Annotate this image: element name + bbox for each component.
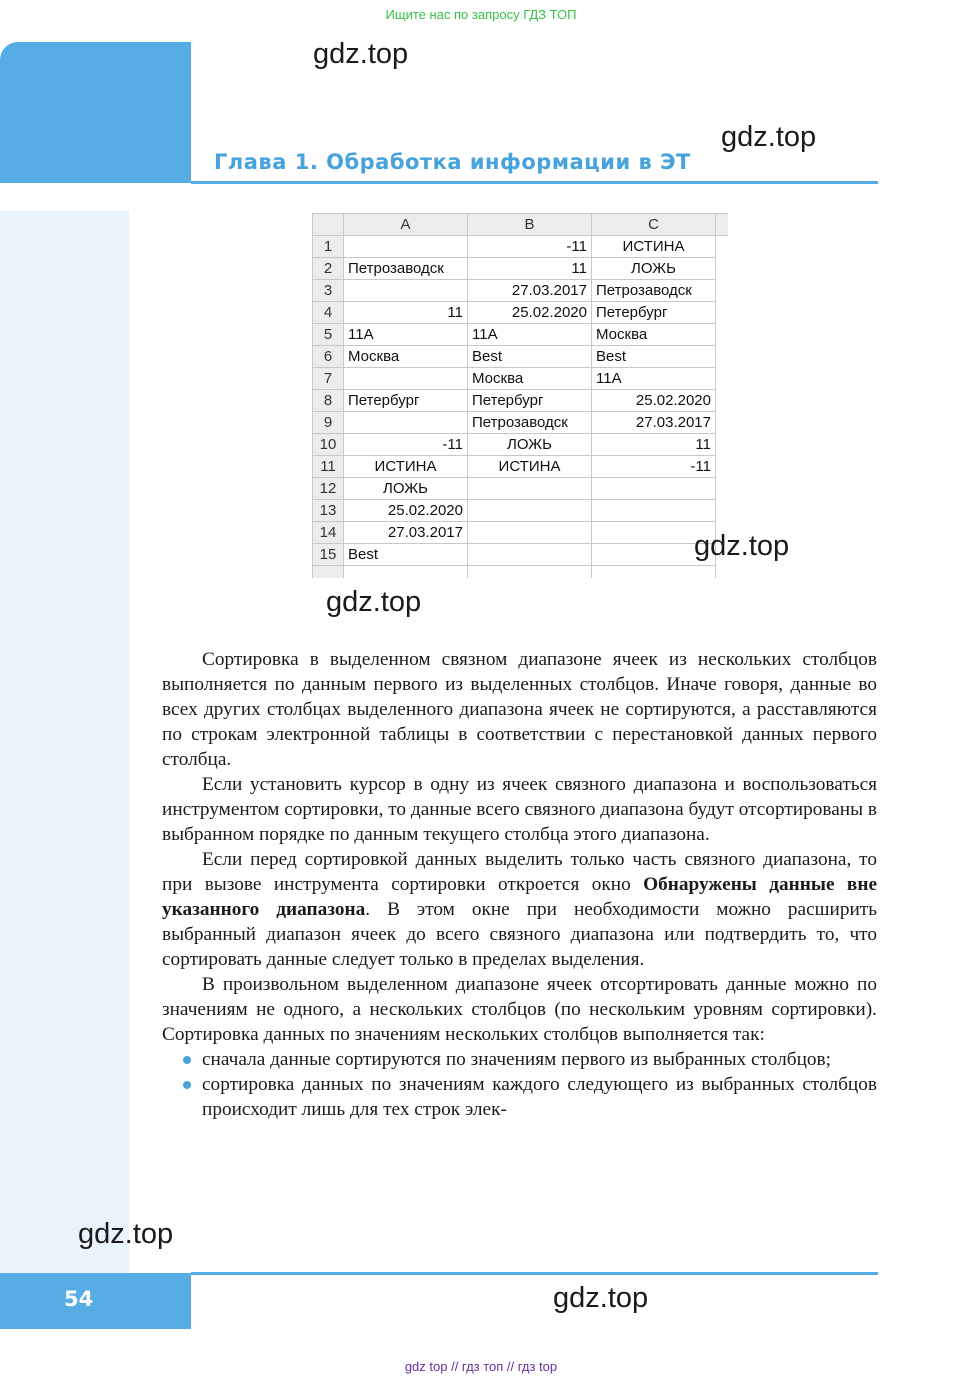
table-row [313, 236, 728, 258]
cell-c: -11 [592, 456, 716, 478]
cell-b: 25.02.2020 [468, 302, 592, 324]
cell-c: 25.02.2020 [592, 390, 716, 412]
bullet-list [162, 1047, 877, 1122]
cell-empty [716, 566, 728, 578]
cell-extra [716, 478, 728, 500]
cell-c: 27.03.2017 [592, 412, 716, 434]
row-number: 14 [313, 522, 344, 544]
table-row [313, 390, 728, 412]
cell-b [468, 522, 592, 544]
table-row [313, 522, 728, 544]
cell-a: 11А [344, 324, 468, 346]
column-header-row [313, 214, 728, 236]
cell-a [344, 368, 468, 390]
watermark: gdz.top [313, 38, 409, 70]
cell-b: Петербург [468, 390, 592, 412]
cell-a: Москва [344, 346, 468, 368]
column-header-c: C [592, 214, 716, 236]
cell-c: Петербург [592, 302, 716, 324]
spreadsheet-table [312, 213, 728, 578]
header-rule [191, 181, 878, 184]
row-number: 11 [313, 456, 344, 478]
cell-a: 11 [344, 302, 468, 324]
cell-c [592, 478, 716, 500]
cell-b [468, 544, 592, 566]
watermark: gdz.top [694, 530, 790, 562]
table-row [313, 478, 728, 500]
left-margin-strip [0, 211, 129, 1273]
cell-a [344, 412, 468, 434]
cell-a [344, 236, 468, 258]
cell-c: Best [592, 346, 716, 368]
paragraph: В произвольном выделенном диапазоне ячеек отсортировать данные можно по значениям не одного, а нескольких столбцов (по нескольким уровням сортировки). Сортировка данных по значениям нескольких столбцов выполняется так: [162, 974, 877, 1045]
row-number: 6 [313, 346, 344, 368]
paragraph: Сортировка в выделенном связном диапазоне ячеек из нескольких столбцов выполняется по данным первого из выделенных столбцов. Иначе говоря, данные во всех других столбцах выделенного диапазона ячеек не сортируются, а расставляются по строкам электронной таблицы в соответствии с перестановкой данных первого столбца. [162, 649, 877, 770]
cell-a: 27.03.2017 [344, 522, 468, 544]
row-number: 2 [313, 258, 344, 280]
list-item: сначала данные сортируются по значениям первого из выбранных столбцов; [162, 1047, 877, 1072]
paragraph: Если перед сортировкой данных выделить только часть связного диапазона, то при вызове инструмента сортировки откроется окно Обнаружены данные вне указанного диапазона. В этом окне при необходимости можно расширить выбранный диапазон ячеек до всего связного диапазона или подтвердить то, что сортировать данные следует только в пределах выделения. [162, 849, 878, 970]
watermark: gdz.top [553, 1282, 649, 1314]
list-item: сортировка данных по значениям каждого следующего из выбранных столбцов происходит лишь для тех строк элек- [162, 1072, 877, 1122]
cell-b: Best [468, 346, 592, 368]
paragraph: Если установить курсор в одну из ячеек связного диапазона и воспользоваться инструментом сортировки, то данные всего связного диапазона будут отсортированы в выбранном порядке по данным текущего столбца этого диапазона. [162, 774, 877, 845]
cell-extra [716, 346, 728, 368]
table-row [313, 324, 728, 346]
page-number: 54 [64, 1287, 94, 1311]
table-row [313, 346, 728, 368]
cell-b: ЛОЖЬ [468, 434, 592, 456]
table-row [313, 412, 728, 434]
header-color-block [0, 42, 191, 183]
cell-empty [313, 566, 344, 578]
dialog-name: Обнаружены данные вне указанного диапазона [162, 874, 877, 920]
table-row [313, 368, 728, 390]
cell-a: 25.02.2020 [344, 500, 468, 522]
watermark: gdz.top [78, 1218, 174, 1250]
row-number: 3 [313, 280, 344, 302]
cell-c: 11 [592, 434, 716, 456]
footer-rule [191, 1272, 878, 1275]
bullet-dot-icon [183, 1081, 191, 1089]
cell-extra [716, 368, 728, 390]
row-number: 8 [313, 390, 344, 412]
cell-extra [716, 302, 728, 324]
cell-c: ЛОЖЬ [592, 258, 716, 280]
cell-extra [716, 434, 728, 456]
cell-extra [716, 412, 728, 434]
cell-extra [716, 390, 728, 412]
body-text [162, 647, 877, 1122]
cell-c [592, 500, 716, 522]
cell-extra [716, 456, 728, 478]
table-row [313, 434, 728, 456]
cell-a: ИСТИНА [344, 456, 468, 478]
cell-extra [716, 324, 728, 346]
table-row [313, 500, 728, 522]
watermark: gdz.top [326, 586, 422, 618]
cell-c: Петрозаводск [592, 280, 716, 302]
bottom-banner[interactable]: gdz top // гдз топ // гдз top [404, 1359, 558, 1374]
cell-b: ИСТИНА [468, 456, 592, 478]
table-row [313, 280, 728, 302]
cell-a: Петрозаводск [344, 258, 468, 280]
cell-a: Best [344, 544, 468, 566]
cell-extra [716, 258, 728, 280]
bullet-dot-icon [183, 1056, 191, 1064]
cell-c: Москва [592, 324, 716, 346]
cell-extra [716, 236, 728, 258]
cell-extra [716, 500, 728, 522]
row-number: 15 [313, 544, 344, 566]
column-header-extra [716, 214, 728, 236]
cell-b: Москва [468, 368, 592, 390]
cell-b: 11 [468, 258, 592, 280]
table-row-partial [313, 566, 728, 578]
cell-a: ЛОЖЬ [344, 478, 468, 500]
cell-a: -11 [344, 434, 468, 456]
row-number: 1 [313, 236, 344, 258]
table-row [313, 302, 728, 324]
table-row [313, 258, 728, 280]
column-header-b: B [468, 214, 592, 236]
cell-b: -11 [468, 236, 592, 258]
cell-c: ИСТИНА [592, 236, 716, 258]
cell-extra [716, 280, 728, 302]
table-row [313, 456, 728, 478]
watermark: gdz.top [721, 121, 817, 153]
cell-a [344, 280, 468, 302]
cell-b: Петрозаводск [468, 412, 592, 434]
top-banner[interactable]: Ищите нас по запросу ГДЗ ТОП [385, 7, 577, 22]
table-row [313, 544, 728, 566]
spreadsheet-body [313, 236, 728, 578]
cell-empty [592, 566, 716, 578]
corner-cell [313, 214, 344, 236]
cell-b [468, 500, 592, 522]
row-number: 13 [313, 500, 344, 522]
cell-empty [468, 566, 592, 578]
row-number: 7 [313, 368, 344, 390]
column-header-a: A [344, 214, 468, 236]
cell-a: Петербург [344, 390, 468, 412]
row-number: 4 [313, 302, 344, 324]
cell-b [468, 478, 592, 500]
chapter-title: Глава 1. Обработка информации в ЭТ [214, 150, 691, 174]
cell-b: 11А [468, 324, 592, 346]
row-number: 5 [313, 324, 344, 346]
cell-b: 27.03.2017 [468, 280, 592, 302]
cell-empty [344, 566, 468, 578]
row-number: 9 [313, 412, 344, 434]
row-number: 12 [313, 478, 344, 500]
row-number: 10 [313, 434, 344, 456]
cell-c: 11А [592, 368, 716, 390]
